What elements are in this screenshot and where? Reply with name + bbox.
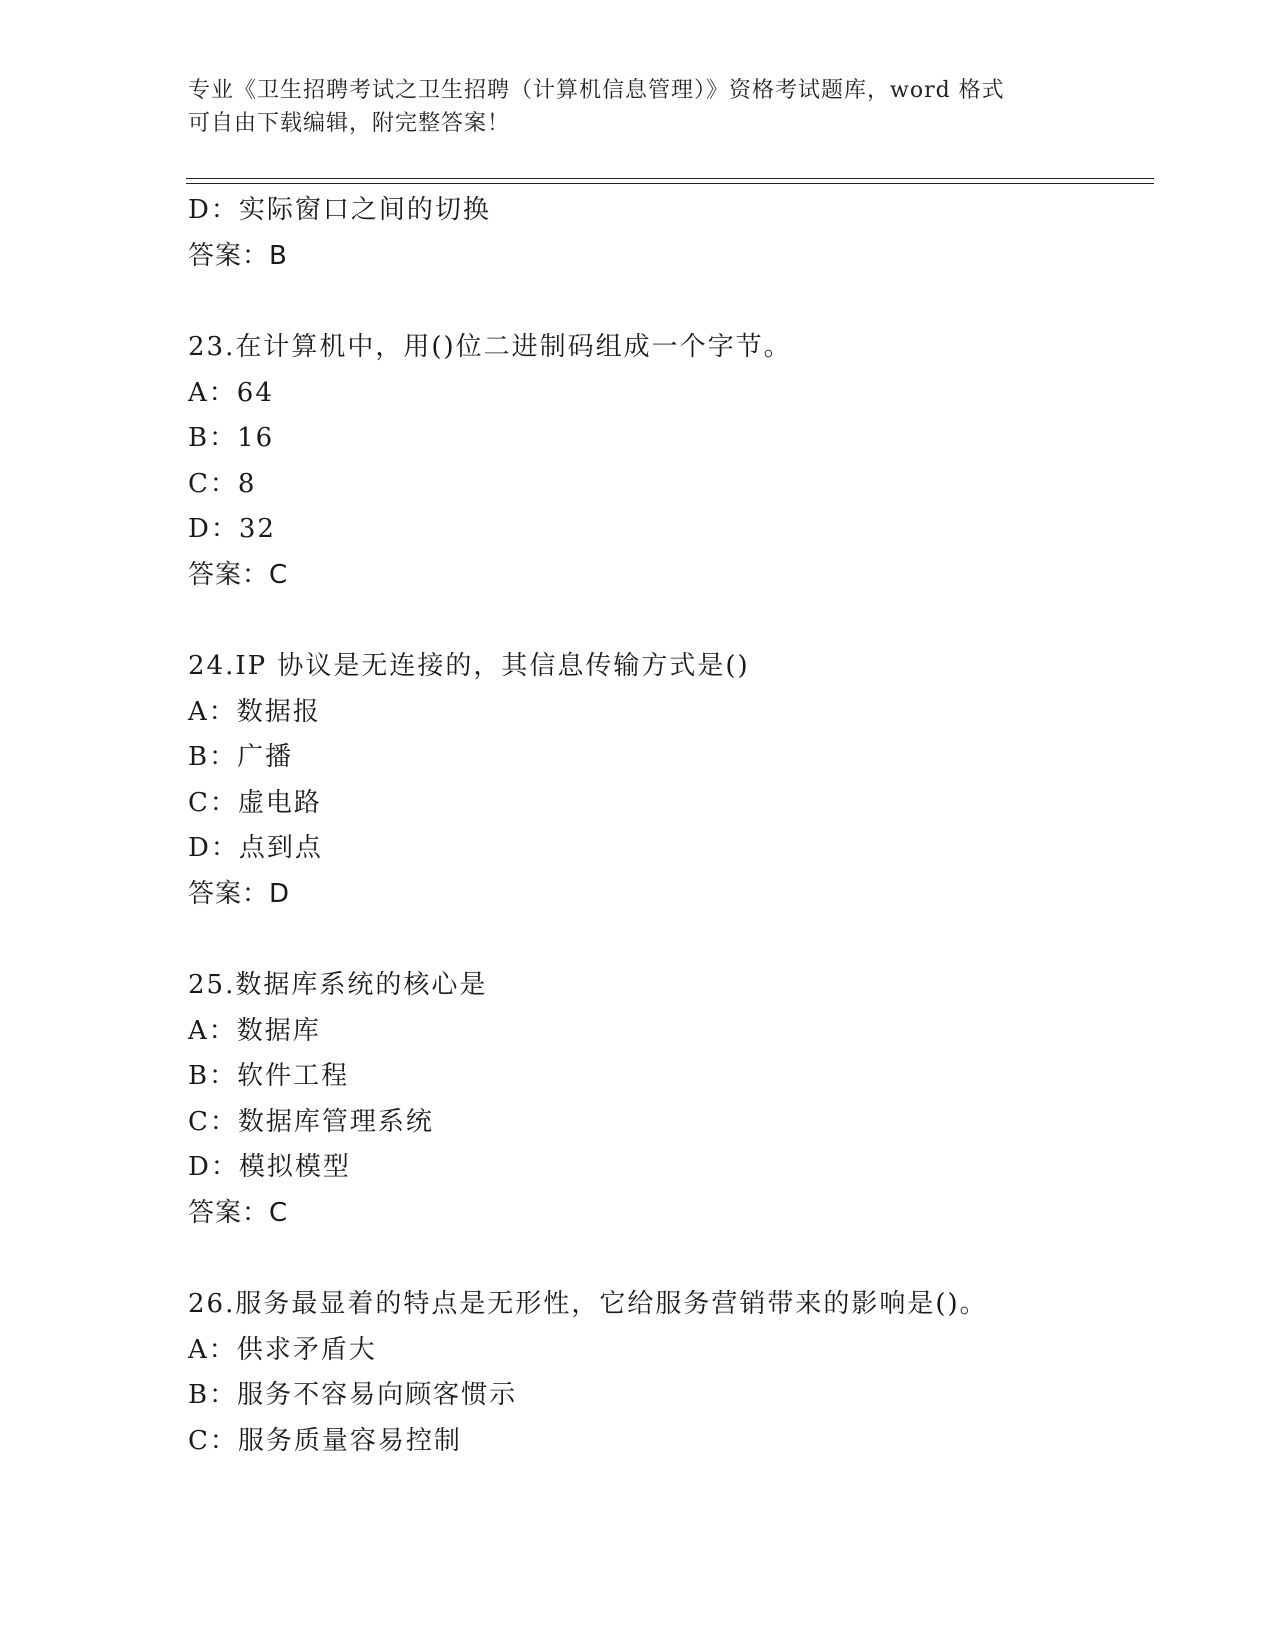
answer-line: 答案：D	[188, 878, 291, 909]
question-block-23	[188, 325, 1148, 598]
header-line-2: 可自由下载编辑，附完整答案！	[188, 111, 511, 136]
option-b: B：16	[188, 423, 275, 453]
question-block-prev	[188, 188, 1148, 279]
answer-line: 答案：B	[188, 240, 288, 271]
option-b: B：服务不容易向顾客惯示	[188, 1380, 518, 1410]
header-line-1: 专业《卫生招聘考试之卫生招聘（计算机信息管理）》资格考试题库，word 格式	[188, 78, 1005, 103]
question-text: 26.服务最显着的特点是无形性，它给服务营销带来的影响是()。	[188, 1289, 988, 1319]
option-a: A：数据报	[188, 696, 321, 727]
header-divider-bottom	[186, 183, 1154, 184]
option-c: C：服务质量容易控制	[188, 1425, 462, 1456]
question-block-26	[188, 1282, 1148, 1464]
option-d: D：模拟模型	[188, 1152, 351, 1182]
option-a: A：数据库	[188, 1015, 321, 1046]
answer-line: 答案：C	[188, 1197, 289, 1228]
question-text: 24.IP 协议是无连接的，其信息传输方式是()	[188, 651, 750, 681]
question-list	[188, 188, 1148, 1464]
question-block-25	[188, 963, 1148, 1236]
option-b: B：广播	[188, 742, 294, 772]
spacer	[188, 1236, 1148, 1282]
header-divider-top	[186, 178, 1154, 179]
answer-line: 答案：C	[188, 559, 289, 590]
option-d: D：实际窗口之间的切换	[188, 195, 491, 225]
question-block-24	[188, 644, 1148, 917]
option-b: B：软件工程	[188, 1061, 350, 1091]
option-c: C：虚电路	[188, 787, 322, 818]
document-header	[188, 74, 1088, 140]
question-text: 25.数据库系统的核心是	[188, 970, 488, 1000]
option-c: C：8	[188, 468, 257, 499]
option-c: C：数据库管理系统	[188, 1106, 434, 1137]
option-d: D：点到点	[188, 833, 323, 863]
option-a: A：供求矛盾大	[188, 1334, 377, 1365]
spacer	[188, 598, 1148, 644]
option-d: D：32	[188, 514, 276, 544]
spacer	[188, 279, 1148, 325]
question-text: 23.在计算机中，用()位二进制码组成一个字节。	[188, 332, 792, 362]
spacer	[188, 917, 1148, 963]
option-a: A：64	[188, 377, 274, 408]
